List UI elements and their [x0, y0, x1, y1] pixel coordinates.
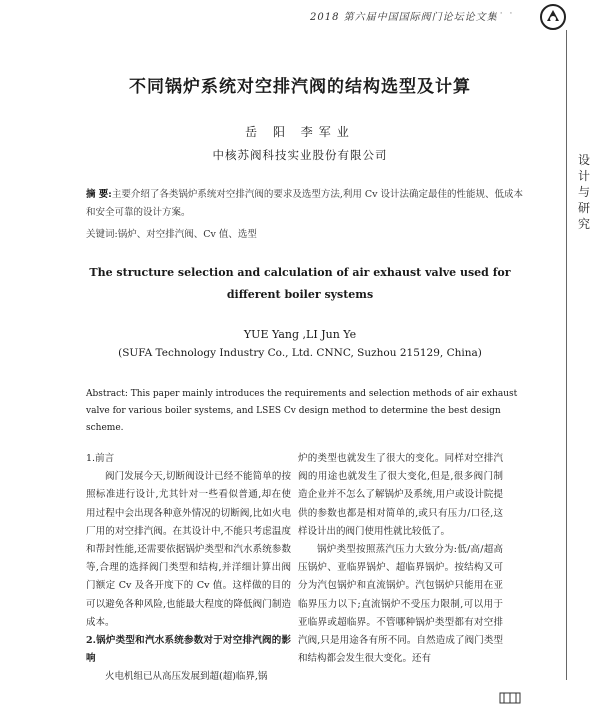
authors-en: YUE Yang ,LI Jun Ye — [243, 328, 357, 341]
running-header: 2018 第六届中国国际阀门论坛论文集 — [310, 12, 498, 23]
section-heading-boiler: 2.锅炉类型和汽水系统参数对于对空排汽阀的影响 — [86, 635, 291, 665]
body-column-right — [298, 450, 503, 668]
title-en-line1: The structure selection and calculation of air exhaust valve used for — [89, 266, 511, 279]
paper-title-en — [0, 262, 600, 306]
affiliation-cn: 中核苏阀科技实业股份有限公司 — [212, 148, 388, 162]
forum-logo-icon — [540, 4, 566, 30]
header-dots: · · · — [490, 9, 515, 19]
abstract-en — [86, 386, 531, 437]
title-en-line2: different boiler systems — [226, 288, 374, 301]
paper-title-cn: 不同锅炉系统对空排汽阀的结构选型及计算 — [129, 77, 471, 97]
paragraph: 炉的类型也就发生了很大的变化。同样对空排汽阀的用途也就发生了很大变化,但是,很多阀门制造企业并不怎么了解锅炉及系统,用户或设计院提供的参数也都是相对简单的,或只有压力/口径,这样设计出的阀门使用性就比较低了。 — [298, 453, 503, 537]
paragraph: 锅炉类型按照蒸汽压力大致分为:低/高/超高压锅炉、亚临界锅炉、超临界锅炉。按结构又可分为汽包锅炉和直流锅炉。汽包锅炉只能用在亚临界压力以下;直流锅炉不受压力限制,可以用于亚临界或超临界。不管哪种锅炉类型都有对空排汽阀,只是用途各有所不同。自然造成了阀门类型和结构都会发生很大变化。还有 — [298, 544, 503, 665]
section-heading-intro: 1.前言 — [86, 453, 115, 464]
footer-ornament-icon — [498, 690, 522, 706]
abstract-en-label: Abstract: — [86, 389, 128, 399]
keywords-cn: 关键词:锅炉、对空排汽阀、Cv 值、选型 — [86, 229, 257, 240]
abstract-en-text: This paper mainly introduces the requirements and selection methods of air exhaust valve for various boiler systems, and LSES Cv design method to determine the best design scheme. — [86, 389, 518, 433]
abstract-cn — [86, 186, 531, 222]
abstract-cn-text: 主要介绍了各类锅炉系统对空排汽阀的要求及选型方法,利用 Cv 设计法确定最佳的性能规、低成本和安全可靠的设计方案。 — [86, 189, 524, 218]
abstract-cn-label: 摘 要: — [86, 189, 112, 200]
authors-cn: 岳 阳 李军业 — [245, 125, 355, 139]
body-column-left — [86, 450, 291, 687]
paragraph: 阀门发展今天,切断阀设计已经不能简单的按照标准进行设计,尤其针对一些看似普通,却在使用过程中会出现各种意外情况的切断阀,比如火电厂用的对空排汽阀。在其设计中,不能只考虑温度和帮封性能,还需要依据锅炉类型和汽水系统参数等,合理的选择阀门类型和结构,并洋细计算出阀门额定 Cv 及各开度下的 Cv 值。这样做的目的可以避免各种风险,也能最大程度的降低阀门制造成本。 — [86, 471, 291, 628]
paragraph: 火电机组已从高压发展到超(超)临界,锅 — [105, 671, 268, 683]
section-side-tab: 设计与研究 — [577, 153, 590, 231]
affiliation-en: (SUFA Technology Industry Co., Ltd. CNNC, Suzhou 215129, China) — [118, 347, 482, 359]
